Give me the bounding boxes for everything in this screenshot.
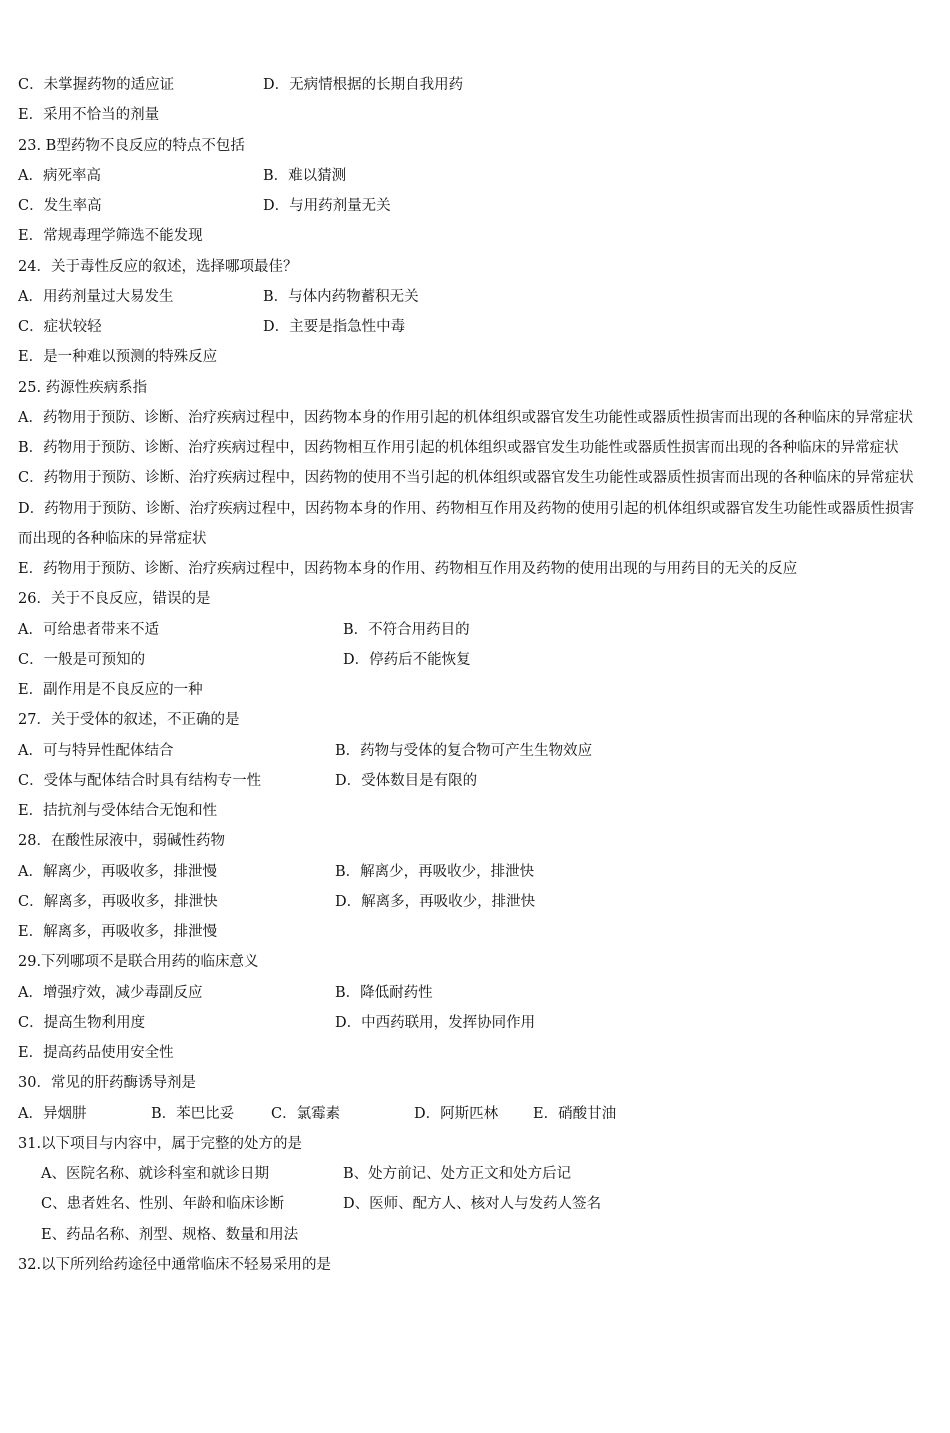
q25-option-a: A．药物用于预防、诊断、治疗疾病过程中，因药物本身的作用引起的机体组织或器官发生功能性或器质性损害而出现的各种临床的异常症状 [18,409,913,426]
q29-stem-row [18,947,923,977]
q24-option-a: A．用药剂量过大易发生 [18,288,174,305]
q24-row-cd [18,312,923,342]
q30-option-d: D．阿斯匹林 [414,1105,499,1122]
q22-row-e [18,100,923,130]
q28-option-a: A．解离少，再吸收多，排泄慢 [18,863,217,880]
q27-row-e [18,796,923,826]
q22-option-c: C．未掌握药物的适应证 [18,77,175,93]
q28-option-e: E．解离多，再吸收多，排泄慢 [18,924,218,940]
q30-option-b: B．苯巴比妥 [151,1105,235,1122]
q31-row-ab [18,1159,923,1189]
q30-option-a: A．异烟肼 [18,1105,87,1122]
q25-stem-row [18,373,923,403]
q26-option-c: C．一般是可预知的 [18,651,146,668]
q28-stem: 28．在酸性尿液中，弱碱性药物 [18,833,225,850]
q23-option-b: B．难以猜测 [263,167,347,184]
q27-option-b: B．药物与受体的复合物可产生生物效应 [335,742,593,759]
q24-option-e: E．是一种难以预测的特殊反应 [18,349,218,366]
q25-option-d: D．药物用于预防、诊断、治疗疾病过程中，因药物本身的作用、药物相互作用及药物的使用引起的机体组织或器官发生功能性或器质性损害而出现的各种临床的异常症状 [18,500,915,547]
q26-row-ab [18,615,923,645]
q24-option-b: B．与体内药物蓄积无关 [263,288,419,305]
q28-option-c: C．解离多，再吸收多，排泄快 [18,893,218,910]
q26-stem-row [18,584,923,614]
q30-option-c: C．氯霉素 [271,1105,341,1122]
q27-row-cd [18,766,923,796]
q29-option-b: B．降低耐药性 [335,984,433,1001]
q29-option-a: A．增强疗效，减少毒副反应 [18,984,203,1001]
q26-row-cd [18,645,923,675]
q24-row-e [18,342,923,372]
q31-option-a: A、医院名称、就诊科室和就诊日期 [41,1166,269,1182]
q27-option-e: E．拮抗剂与受体结合无饱和性 [18,803,218,819]
q25-option-b: B．药物用于预防、诊断、治疗疾病过程中，因药物相互作用引起的机体组织或器官发生功能性或器质性损害而出现的各种临床的异常症状 [18,440,899,456]
q23-row-ab [18,161,923,191]
q31-option-d: D、医师、配方人、核对人与发药人签名 [343,1196,602,1213]
q25-row-e [18,554,923,584]
q24-stem: 24．关于毒性反应的叙述，选择哪项最佳？ [18,258,298,275]
q24-stem-row [18,252,923,282]
q31-stem: 31.以下项目与内容中，属于完整的处方的是 [18,1135,303,1152]
q29-row-cd [18,1008,923,1038]
q23-option-a: A．病死率高 [18,167,101,184]
q25-stem: 25. 药源性疾病系指 [18,379,148,396]
q32-stem: 32.以下所列给药途径中通常临床不轻易采用的是 [18,1256,332,1273]
q30-stem-row [18,1068,923,1098]
q30-option-e: E．硝酸甘油 [533,1105,617,1122]
q28-stem-row [18,826,923,856]
q22-option-e: E．采用不恰当的剂量 [18,107,160,124]
q26-stem: 26．关于不良反应，错误的是 [18,591,211,608]
q29-option-d: D．中西药联用，发挥协同作用 [335,1014,536,1031]
q26-option-a: A．可给患者带来不适 [18,621,159,638]
q29-row-ab [18,978,923,1008]
q25-option-c: C．药物用于预防、诊断、治疗疾病过程中，因药物的使用不当引起的机体组织或器官发生功能性或器质性损害而出现的各种临床的异常症状 [18,470,914,487]
q26-row-e [18,675,923,705]
q23-row-e [18,221,923,251]
q23-stem-row [18,131,923,161]
q28-row-ab [18,857,923,887]
q24-option-d: D．主要是指急性中毒 [263,319,406,335]
q22-option-d: D．无病情根据的长期自我用药 [263,77,464,93]
q31-stem-row [18,1129,923,1159]
q23-stem: 23. B型药物不良反应的特点不包括 [18,137,245,154]
q29-stem: 29.下列哪项不是联合用药的临床意义 [18,954,259,971]
q28-row-cd [18,887,923,917]
q29-option-c: C．提高生物利用度 [18,1014,146,1031]
q27-option-a: A．可与特异性配体结合 [18,742,174,759]
q31-option-c: C、患者姓名、性别、年龄和临床诊断 [41,1196,285,1213]
q26-option-d: D．停药后不能恢复 [343,651,471,668]
q29-row-e [18,1038,923,1068]
q29-option-e: E．提高药品使用安全性 [18,1045,174,1061]
exam-page [18,70,923,1280]
q27-option-d: D．受体数目是有限的 [335,772,478,789]
q23-option-d: D．与用药剂量无关 [263,198,391,214]
q30-row-options [18,1099,923,1129]
q23-row-cd [18,191,923,221]
q24-row-ab [18,282,923,312]
q27-row-ab [18,736,923,766]
q28-option-d: D．解离多，再吸收少，排泄快 [335,893,536,910]
q24-option-c: C．症状较轻 [18,319,102,335]
q30-stem: 30．常见的肝药酶诱导剂是 [18,1075,196,1092]
q27-stem-row [18,705,923,735]
q26-option-e: E．副作用是不良反应的一种 [18,682,203,698]
q22-row-cd [18,70,923,100]
q31-option-b: B、处方前记、处方正文和处方后记 [343,1166,572,1182]
q31-row-cd [18,1189,923,1219]
q23-option-e: E．常规毒理学筛选不能发现 [18,228,203,245]
q27-stem: 27．关于受体的叙述，不正确的是 [18,712,240,729]
q31-row-e [18,1220,923,1250]
q26-option-b: B．不符合用药目的 [343,621,470,638]
q31-option-e: E、药品名称、剂型、规格、数量和用法 [41,1226,299,1243]
q25-option-e: E．药物用于预防、诊断、治疗疾病过程中，因药物本身的作用、药物相互作用及药物的使用出现的与用药目的无关的反应 [18,561,798,577]
q28-option-b: B．解离少，再吸收少，排泄快 [335,863,535,880]
q32-stem-row [18,1250,923,1280]
q27-option-c: C．受体与配体结合时具有结构专一性 [18,772,262,789]
q28-row-e [18,917,923,947]
q23-option-c: C．发生率高 [18,198,102,214]
